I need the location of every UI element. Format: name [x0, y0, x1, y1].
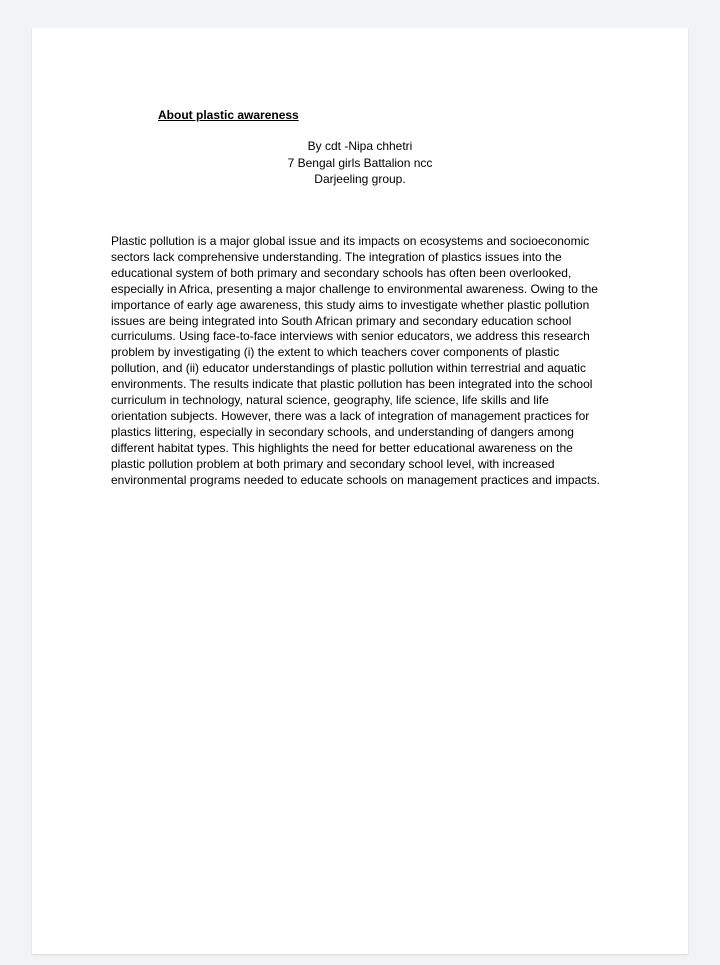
- body-line: curriculum in technology, natural science, geography, life science, life skills and life: [111, 393, 549, 408]
- body-line: sectors lack comprehensive understanding. The integration of plastics issues into the: [111, 249, 562, 264]
- byline-unit: 7 Bengal girls Battalion ncc: [287, 155, 433, 170]
- body-line: environments. The results indicate that plastic pollution has been integrated into the school: [111, 377, 593, 392]
- body-line: orientation subjects. However, there was a lack of integration of management practices for: [111, 408, 590, 423]
- body-line: curriculums. Using face-to-face interviews with senior educators, we address this research: [111, 329, 590, 344]
- body-paragraph: [111, 234, 631, 489]
- body-line: issues are being integrated into South African primary and secondary education school: [111, 313, 572, 328]
- body-line: plastics littering, especially in secondary schools, and understanding of dangers among: [111, 424, 574, 439]
- author-byline: [222, 138, 498, 188]
- body-line: Plastic pollution is a major global issue and its impacts on ecosystems and socioeconomic: [111, 234, 590, 248]
- body-line: environmental programs needed to educate schools on management practices and impacts.: [111, 472, 600, 487]
- body-line: educational system of both primary and secondary schools has often been overlooked,: [111, 265, 572, 280]
- document-page: [32, 28, 688, 954]
- body-line: especially in Africa, presenting a major challenge to environmental awareness. Owing to the: [111, 281, 598, 296]
- body-line: different habitat types. This highlights the need for better educational awareness on the: [111, 440, 573, 455]
- byline-author: By cdt -Nipa chhetri: [307, 139, 413, 153]
- byline-group: Darjeeling group.: [314, 172, 406, 186]
- document-title: About plastic awareness: [158, 108, 299, 122]
- body-line: problem by investigating (i) the extent to which teachers cover components of plastic: [111, 345, 560, 360]
- body-line: plastic pollution problem at both primary and secondary school level, with increased: [111, 456, 555, 471]
- body-line: importance of early age awareness, this study aims to investigate whether plastic pollution: [111, 297, 590, 312]
- body-line: pollution, and (ii) educator understandings of plastic pollution within terrestrial and aquatic: [111, 361, 586, 376]
